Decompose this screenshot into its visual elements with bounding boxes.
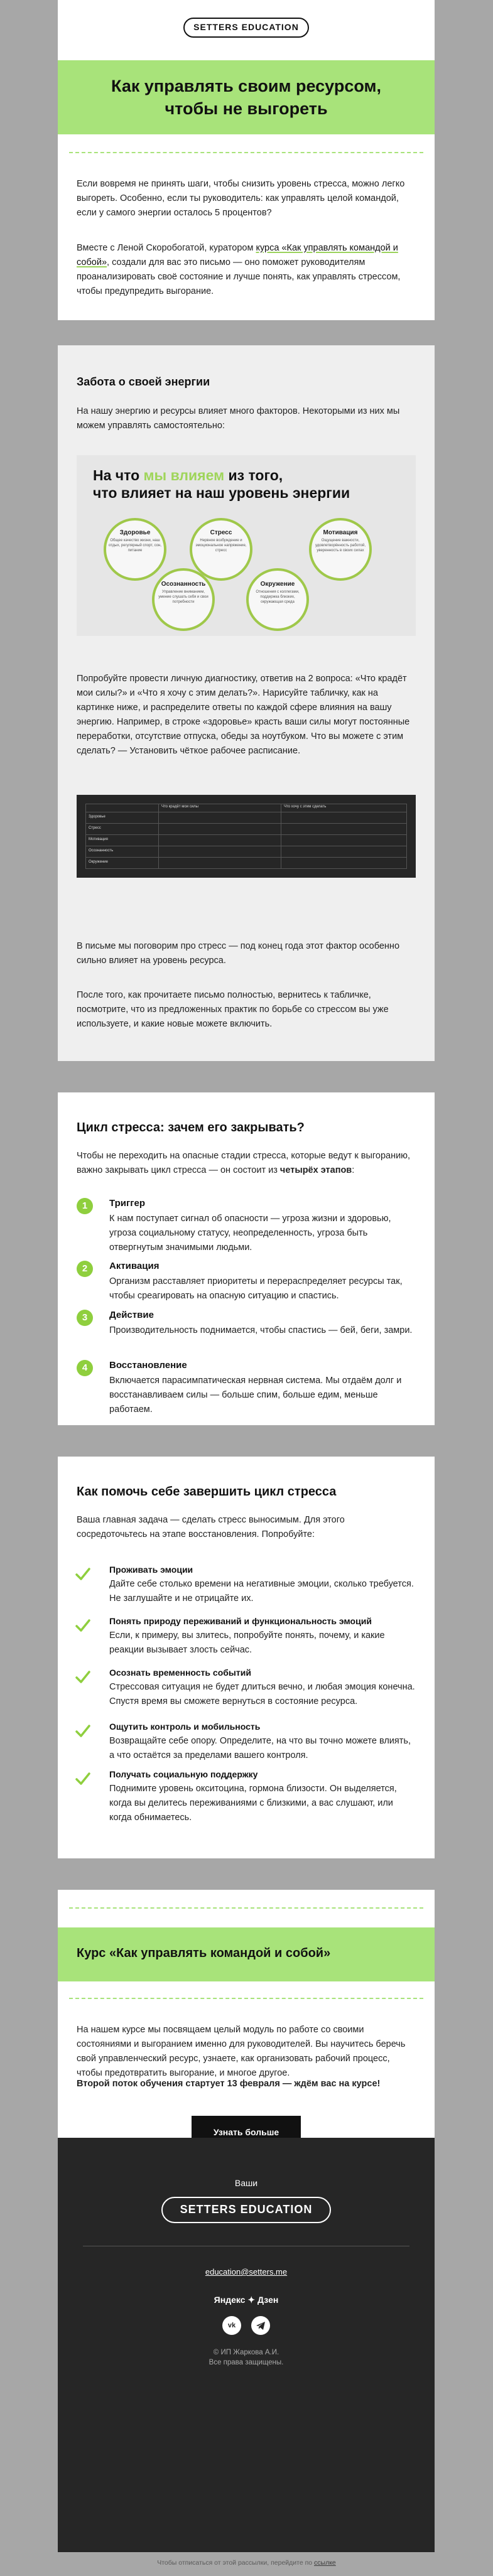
- help-title: Как помочь себе завершить цикл стресса: [77, 1485, 337, 1499]
- telegram-icon[interactable]: [251, 2316, 270, 2335]
- table-header-2: Что хочу с этим сделать: [284, 805, 327, 809]
- step-text: К нам поступает сигнал об опасности — угроза жизни и здоровью, угроза социальному статусу, неопределенность, угроза быть отвергнутым значимыми людьми.: [109, 1214, 391, 1253]
- unsubscribe-link[interactable]: ссылке: [314, 2559, 336, 2567]
- step-text: Организм расставляет приоритеты и перераспределяет ресурсы так, чтобы среагировать на опасную ситуацию и спастись.: [109, 1276, 403, 1301]
- help-item-title: Понять природу переживаний и функциональность эмоций: [109, 1616, 372, 1626]
- footer: [58, 2138, 435, 2552]
- table-row-label: Осознанность: [89, 849, 114, 853]
- course-banner: [58, 1927, 435, 1981]
- help-intro: Ваша главная задача — сделать стресс выносимым. Для этого сосредоточьтесь на этапе восстановления. Попробуйте:: [77, 1515, 345, 1539]
- step-title: Активация: [109, 1261, 160, 1271]
- intro-paragraph-2: Вместе с Леной Скоробогатой, куратором курса «Как управлять командой и собой», создали для вас это письмо — оно поможет руководителям проанализировать своё состояние и лучше понять, как управлять стрессом, чтобы предупредить выгорание.: [77, 243, 401, 296]
- divider: [69, 1998, 423, 1999]
- help-item-text: Если, к примеру, вы злитесь, попробуйте понять, почему, и какие реакции вызывает злость сейчас.: [109, 1630, 385, 1655]
- help-item-title: Проживать эмоции: [109, 1565, 193, 1575]
- divider: [69, 152, 423, 153]
- step-title: Триггер: [109, 1198, 145, 1209]
- table-row-label: Стресс: [89, 826, 101, 830]
- checkmark-icon: [75, 1724, 90, 1738]
- energy-paragraph-4: После того, как прочитаете письмо полностью, вернитесь к табличке, посмотрите, что из предложенных практик по борьбе со стрессом вы уже используете, и какие новые можете включить.: [77, 990, 389, 1029]
- table-header-1: Что крадёт мои силы: [161, 805, 198, 809]
- divider: [69, 1907, 423, 1909]
- unsubscribe-notice: Чтобы отписаться от этой рассылки, перейдите по ссылке: [157, 2559, 336, 2567]
- step-number-badge: 4: [77, 1360, 93, 1376]
- help-item-title: Ощутить контроль и мобильность: [109, 1722, 261, 1732]
- cycle-block: [58, 1092, 435, 1425]
- help-item-text: Дайте себе столько времени на негативные эмоции, сколько требуется. Не заглушайте и не отрицайте их.: [109, 1579, 414, 1603]
- intro-block: [58, 0, 435, 320]
- help-item-title: Осознать временность событий: [109, 1668, 251, 1678]
- checkmark-icon: [75, 1619, 90, 1632]
- diagnostic-table: [77, 795, 416, 878]
- course-link[interactable]: курса «Как управлять командой и собой»: [77, 243, 398, 267]
- circle-awareness-label: Осознанность Управление вниманием, умение слушать себя и свои потребности: [158, 581, 209, 604]
- vk-icon[interactable]: vk: [222, 2316, 241, 2335]
- circle-stress-label: Стресс Нервное возбуждение и эмоциональное напряжение, стресс: [195, 529, 247, 552]
- course-paragraph: На нашем курсе мы посвящаем целый модуль по работе со своими состояниями и выгоранием именно для руководителей. Вы научитесь беречь свой управленческий ресурс, узнаете, как организовать рабочий процесс, чтобы предотвратить выгорание, и многое другое.: [77, 2025, 406, 2078]
- table-row-label: Мотивация: [89, 838, 108, 841]
- footer-logo[interactable]: SETTERS EDUCATION: [161, 2197, 331, 2223]
- yandex-zen-logo[interactable]: Яндекс ✦ Дзен: [214, 2295, 279, 2305]
- copyright-rights: Все права защищены.: [209, 2359, 284, 2366]
- cycle-title: Цикл стресса: зачем его закрывать?: [77, 1121, 305, 1134]
- hero-title-line2: чтобы не выгореть: [165, 99, 328, 118]
- footer-yours: Ваши: [234, 2178, 258, 2188]
- checkmark-icon: [75, 1772, 90, 1786]
- course-title: Курс «Как управлять командой и собой»: [77, 1946, 331, 1960]
- hero-title-line1: Как управлять своим ресурсом,: [111, 77, 381, 95]
- help-item-text: Стрессовая ситуация не будет длиться вечно, и любая эмоция конечна. Спустя время вы сможете вернуться в состояние ресурса.: [109, 1682, 415, 1706]
- energy-paragraph-1: На нашу энергию и ресурсы влияет много факторов. Некоторыми из них мы можем управлять самостоятельно:: [77, 406, 400, 431]
- help-block: [58, 1457, 435, 1858]
- intro-paragraph-1: Если вовремя не принять шаги, чтобы снизить уровень стресса, можно легко выгореть. Особенно, если ты руководитель: как управлять целой командой, если у самого энергии осталось 5 процентов?: [77, 179, 405, 218]
- energy-title: Забота о своей энергии: [77, 375, 210, 388]
- help-item-text: Поднимите уровень окситоцина, гормона близости. Он выделяется, когда вы делитесь переживаниями с близкими, а вас слушают, или когда обнимаетесь.: [109, 1784, 397, 1823]
- step-text: Производительность поднимается, чтобы спастись — бей, беги, замри.: [109, 1325, 413, 1335]
- learn-more-button[interactable]: Узнать больше: [192, 2116, 301, 2148]
- table-row-label: Окружение: [89, 860, 108, 864]
- energy-block: [58, 345, 435, 1061]
- step-number-badge: 2: [77, 1261, 93, 1277]
- step-number-badge: 1: [77, 1198, 93, 1214]
- hero-banner: [58, 60, 435, 134]
- circle-health-label: Здоровье Общее качество жизни, наш отдых, регулярный спорт, сон, питание: [109, 529, 161, 552]
- checkmark-icon: [75, 1670, 90, 1684]
- course-start-date: Второй поток обучения стартует 13 февраля — ждём вас на курсе!: [77, 2079, 381, 2089]
- step-number-badge: 3: [77, 1310, 93, 1326]
- header-logo[interactable]: SETTERS EDUCATION: [183, 18, 309, 38]
- cycle-intro: Чтобы не переходить на опасные стадии стресса, которые ведут к выгоранию, важно закрывать цикл стресса — он состоит из четырёх этапов:: [77, 1151, 411, 1175]
- checkmark-icon: [75, 1567, 90, 1581]
- table-row-label: Здоровье: [89, 815, 106, 819]
- help-item-text: Возвращайте себе опору. Определите, на что вы точно можете влиять, а что остаётся за пределами вашего контроля.: [109, 1736, 411, 1760]
- copyright-owner: © ИП Жаркова А.И.: [213, 2349, 279, 2356]
- diagram-title: На что мы влияем из того, что влияет на наш уровень энергии: [93, 467, 350, 501]
- energy-diagram: [77, 455, 416, 636]
- footer-email-link[interactable]: education@setters.me: [205, 2267, 288, 2277]
- energy-paragraph-3: В письме мы поговорим про стресс — под конец года этот фактор особенно сильно влияет на уровень ресурса.: [77, 941, 400, 966]
- step-title: Действие: [109, 1310, 154, 1320]
- energy-paragraph-2: Попробуйте провести личную диагностику, ответив на 2 вопроса: «Что крадёт мои силы?» и «Что я хочу с этим делать?». Нарисуйте табличку, как на картинке ниже, и распределите ответы по каждой сфере влияния на вашу энергию. Например, в строке «здоровье» красть ваши силы могут постоянные переработки, отсутствие отпуска, обеды за ноутбуком. Что вы можете с этим сделать? — Установить чёткое рабочее расписание.: [77, 674, 410, 756]
- help-item-title: Получать социальную поддержку: [109, 1769, 258, 1779]
- step-title: Восстановление: [109, 1360, 187, 1371]
- circle-environment-label: Окружение Отношения с коллегами, поддержка близких, окружающая среда: [256, 581, 300, 604]
- step-text: Включается парасимпатическая нервная система. Мы отдаём долг и восстанавливаем силы — больше спим, больше едим, меньше работаем.: [109, 1376, 402, 1415]
- circle-motivation-label: Мотивация Ощущение важности, удовлетворённость работой, уверенность в своих силах: [315, 529, 366, 552]
